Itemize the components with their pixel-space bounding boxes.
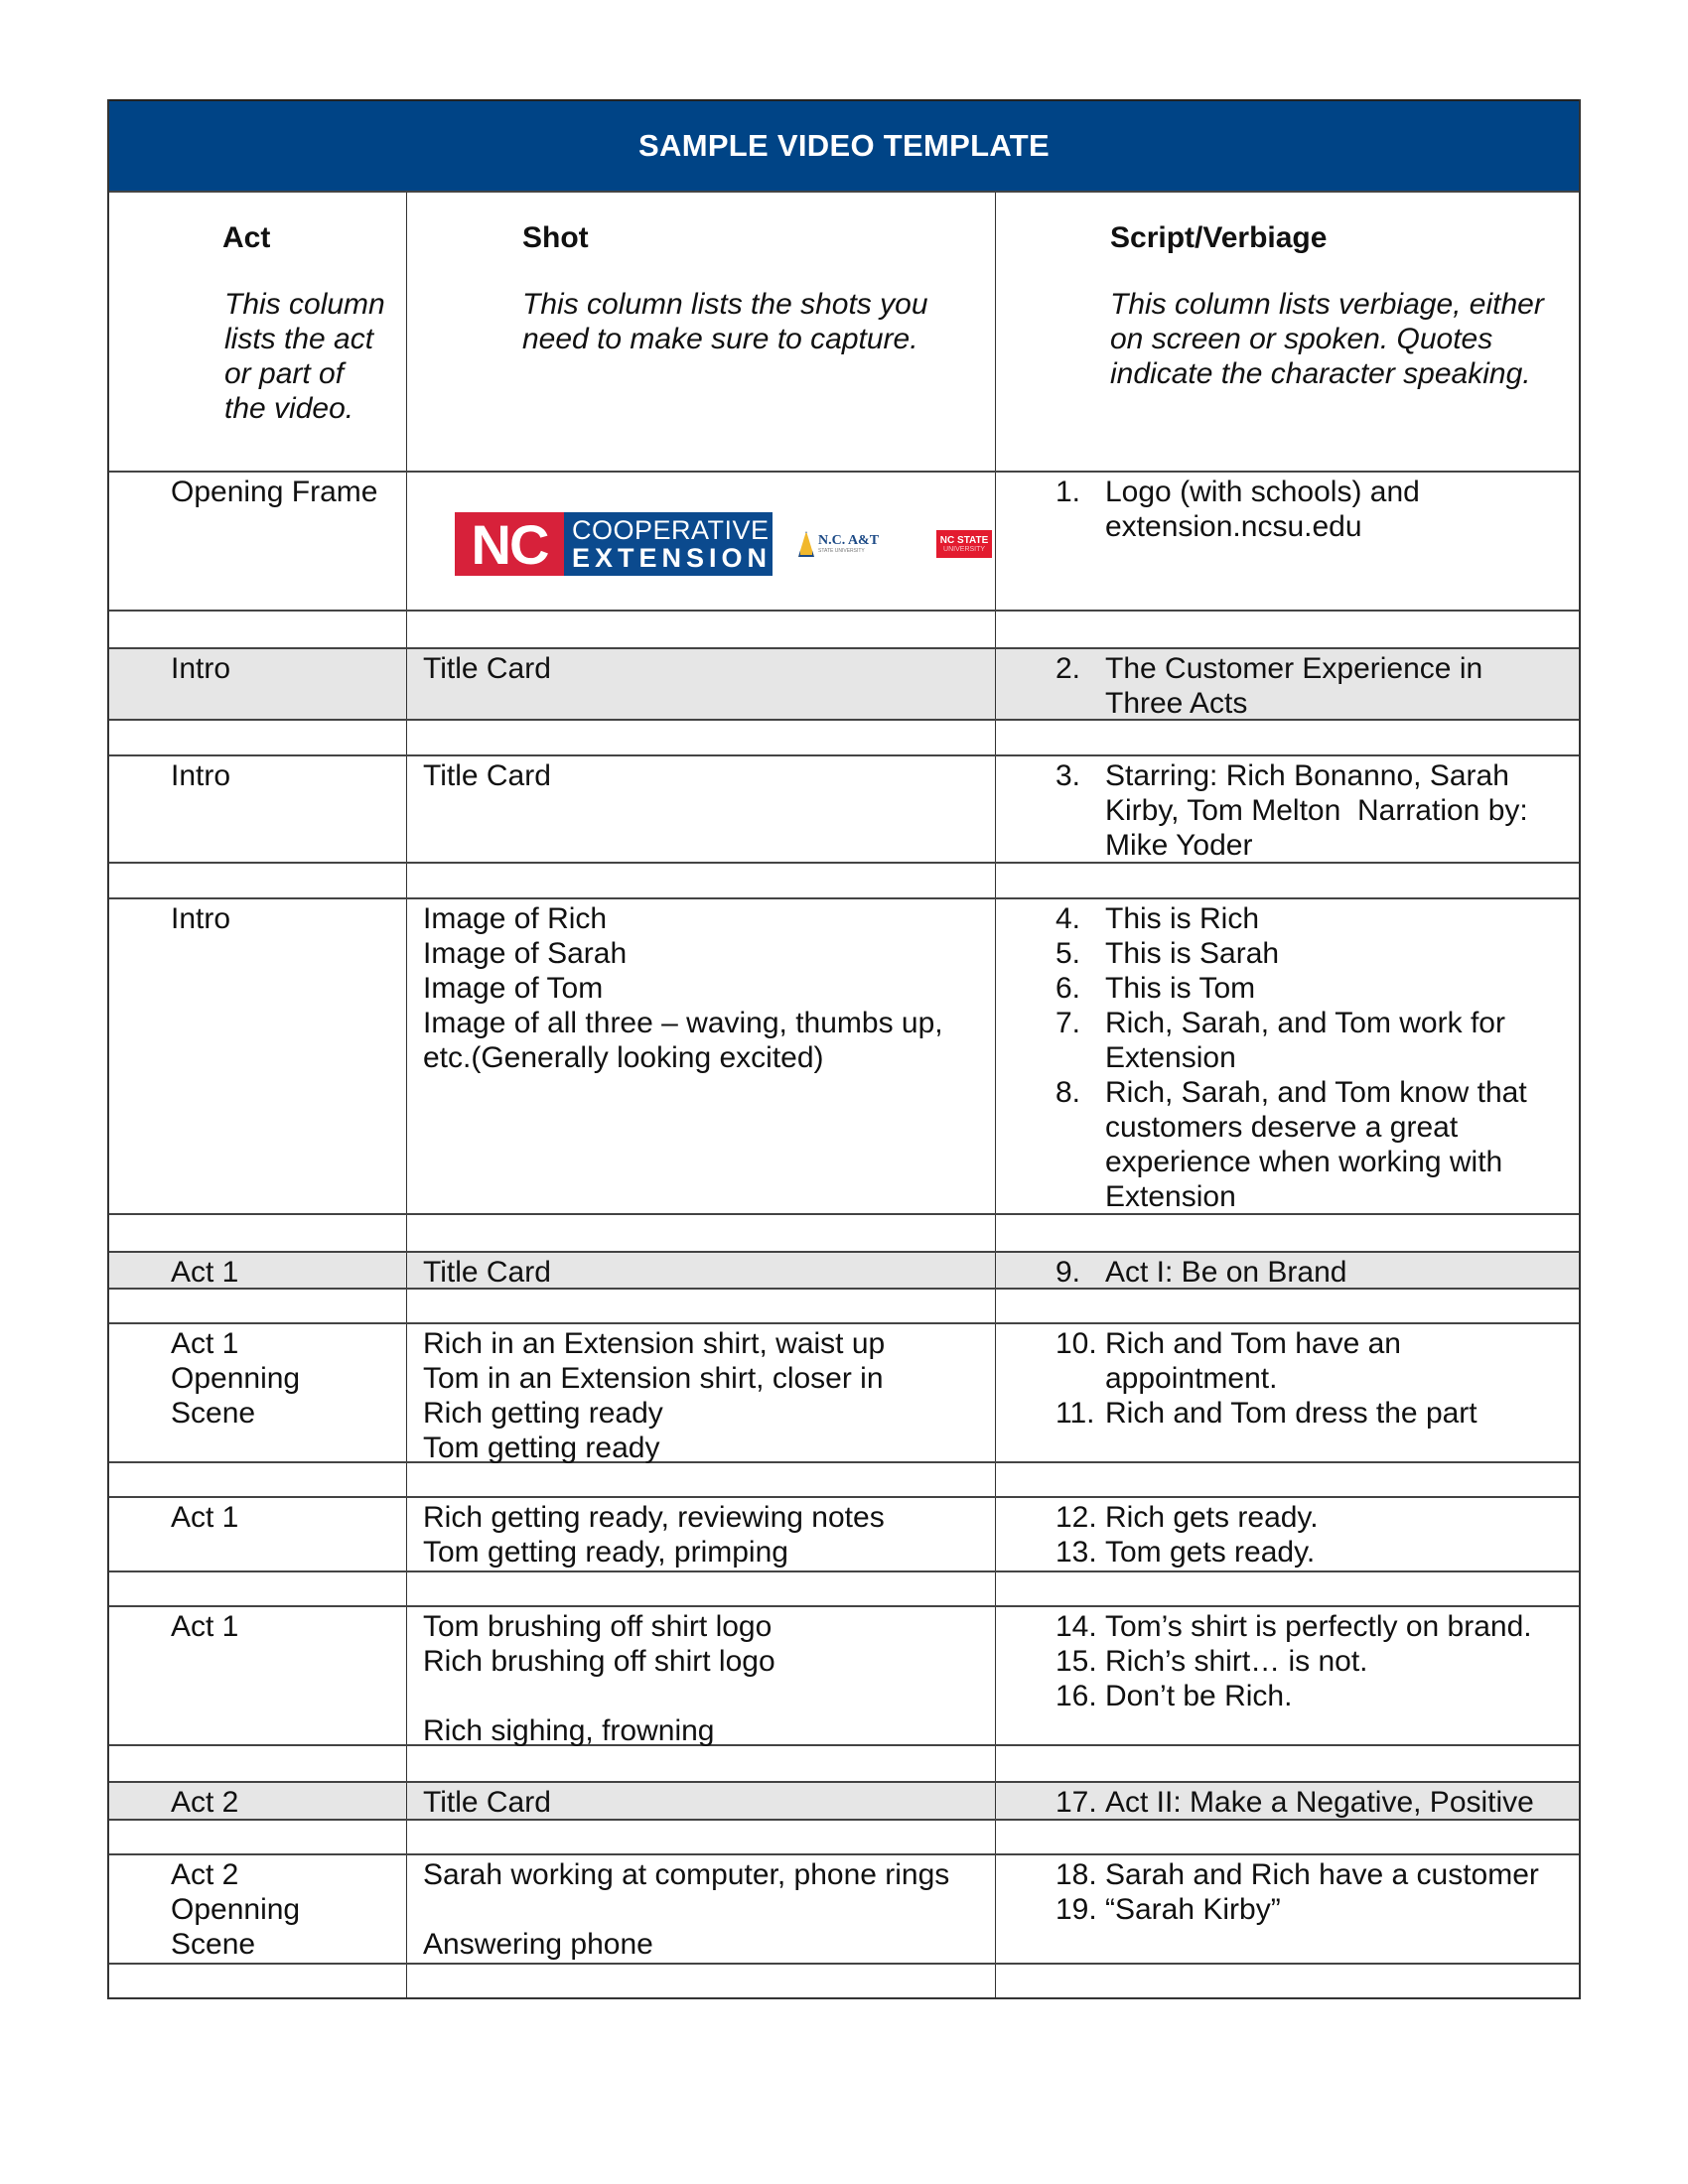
header-script-title: Script/Verbiage [1110, 221, 1328, 254]
script-cell [996, 473, 1579, 610]
act-cell: Opening Frame [109, 473, 407, 610]
script-item: 14. Tom’s shirt is perfectly on brand. [1055, 1610, 1532, 1643]
shot-cell: Sarah working at computer, phone rings Answering phone [407, 1855, 996, 1963]
script-item: 1. Logo (with schools) and extension.ncsu.edu [1055, 476, 1420, 543]
header-script-description: This column lists verbiage, either on screen or spoken. Quotes indicate the character speaking. [1110, 288, 1544, 390]
shot-cell: Rich getting ready, reviewing notes Tom getting ready, primping [407, 1498, 996, 1570]
script-item: 7. Rich, Sarah, and Tom work for Extension [1055, 1007, 1505, 1074]
script-cell [996, 1855, 1579, 1963]
spacer-row [109, 719, 1579, 754]
script-cell [996, 756, 1579, 862]
spacer-row [109, 1570, 1579, 1605]
shot-cell: Title Card [407, 1783, 996, 1819]
table-row [109, 471, 1579, 610]
script-cell [996, 899, 1579, 1213]
script-item: 11. Rich and Tom dress the part [1055, 1397, 1477, 1430]
spacer-row [109, 1819, 1579, 1853]
script-item: 10. Rich and Tom have an appointment. [1055, 1327, 1401, 1395]
act-cell: Act 1 [109, 1607, 407, 1744]
nc-at-logo: N.C. A&T STATE UNIVERSITY [798, 531, 879, 557]
table-row [109, 897, 1579, 1213]
shot-cell: Title Card [407, 756, 996, 862]
script-item: 4. This is Rich [1055, 902, 1260, 935]
table-row [109, 1853, 1579, 1963]
spacer-row [109, 1288, 1579, 1322]
script-cell [996, 1783, 1579, 1819]
act-cell: Act 1 Openning Scene [109, 1324, 407, 1461]
shot-cell: Title Card [407, 649, 996, 719]
header-shot-description: This column lists the shots you need to make sure to capture. [522, 288, 928, 355]
script-item: 15. Rich’s shirt… is not. [1055, 1645, 1368, 1678]
script-list [1055, 475, 1569, 544]
header-act-title: Act [222, 221, 271, 254]
script-cell [996, 1253, 1579, 1288]
script-item: 6. This is Tom [1055, 972, 1256, 1005]
script-item: 13. Tom gets ready. [1055, 1536, 1316, 1569]
script-item: 19. “Sarah Kirby” [1055, 1893, 1281, 1926]
script-cell [996, 649, 1579, 719]
script-cell [996, 1607, 1579, 1744]
table-row [109, 754, 1579, 862]
table-row [109, 647, 1579, 719]
header-script [996, 193, 1579, 471]
video-template-table [107, 99, 1581, 1999]
act-cell: Intro [109, 649, 407, 719]
table-row [109, 1322, 1579, 1464]
nc-cooperative-extension-logo: NC COOPERATIVE EXTENSION [455, 512, 773, 576]
script-cell [996, 1498, 1579, 1570]
header-shot [407, 193, 996, 471]
header-shot-title: Shot [522, 221, 589, 254]
aggie-a-icon [798, 531, 814, 557]
script-item: 12. Rich gets ready. [1055, 1501, 1319, 1534]
header-act-description: This column lists the act or part of the video. [224, 288, 385, 425]
script-item: 3. Starring: Rich Bonanno, Sarah Kirby, Tom Melton Narration by: Mike Yoder [1055, 759, 1528, 862]
act-cell: Act 2 [109, 1783, 407, 1819]
script-item: 18. Sarah and Rich have a customer [1055, 1858, 1539, 1891]
spacer-row [109, 1963, 1579, 1997]
shot-cell: Title Card [407, 1253, 996, 1288]
script-item: 17. Act II: Make a Negative, Positive [1055, 1786, 1534, 1819]
table-title: SAMPLE VIDEO TEMPLATE [638, 128, 1050, 163]
act-cell: Act 2 Openning Scene [109, 1855, 407, 1963]
script-item: 5. This is Sarah [1055, 937, 1280, 970]
column-header-row [109, 191, 1579, 471]
nc-state-logo: NC STATE UNIVERSITY [936, 530, 992, 558]
script-item: 9. Act I: Be on Brand [1055, 1256, 1347, 1289]
shot-cell: Image of Rich Image of Sarah Image of Tom Image of all three – waving, thumbs up, etc.(Generally looking excited) [407, 899, 996, 1213]
act-cell: Act 1 [109, 1498, 407, 1570]
act-cell: Intro [109, 756, 407, 862]
spacer-row [109, 862, 1579, 897]
act-cell: Intro [109, 899, 407, 1213]
act-cell: Act 1 [109, 1253, 407, 1288]
table-title-banner [109, 99, 1579, 191]
table-row [109, 1496, 1579, 1570]
partner-logos [423, 475, 995, 576]
header-act [109, 193, 407, 471]
spacer-row [109, 1744, 1579, 1781]
table-row [109, 1605, 1579, 1747]
table-row [109, 1781, 1579, 1819]
script-item: 8. Rich, Sarah, and Tom know that customers deserve a great experience when working with Extension [1055, 1076, 1527, 1213]
shot-cell: Rich in an Extension shirt, waist up Tom in an Extension shirt, closer in Rich getting ready Tom getting ready [407, 1324, 996, 1461]
script-cell [996, 1324, 1579, 1461]
script-item: 16. Don’t be Rich. [1055, 1680, 1293, 1712]
shot-cell [407, 473, 996, 610]
spacer-row [109, 610, 1579, 647]
shot-cell: Tom brushing off shirt logo Rich brushing off shirt logo Rich sighing, frowning [407, 1607, 996, 1744]
script-item: 2. The Customer Experience in Three Acts [1055, 652, 1483, 720]
spacer-row [109, 1213, 1579, 1251]
spacer-row [109, 1461, 1579, 1496]
table-row [109, 1251, 1579, 1288]
